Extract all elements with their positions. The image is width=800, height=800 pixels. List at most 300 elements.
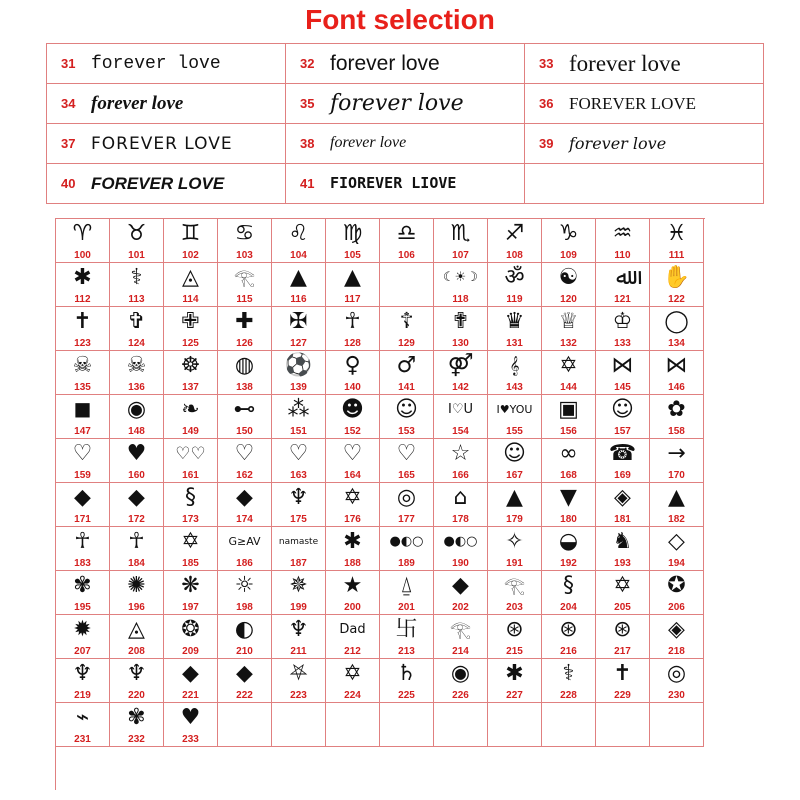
golden-ratio-icon: ◐: [234, 617, 255, 642]
symbol-number: 170: [668, 470, 685, 481]
symbol-cell-106[interactable]: [380, 219, 434, 263]
arrow-symbol-icon: ⌁: [75, 705, 90, 730]
male-female-icon: ⚤: [447, 353, 474, 378]
symbol-cell-164[interactable]: [326, 439, 380, 483]
symbol-number: 203: [506, 602, 523, 613]
symbol-cell-120[interactable]: [542, 263, 596, 307]
symbol-cell-142[interactable]: [434, 351, 488, 395]
symbol-number: 196: [128, 602, 145, 613]
font-option-35[interactable]: [286, 84, 525, 124]
symbol-cell-empty: [434, 703, 488, 747]
symbol-number: 186: [236, 558, 253, 569]
symbol-cell-183[interactable]: [56, 527, 110, 571]
symbol-cell-empty: [596, 703, 650, 747]
symbol-cell-110[interactable]: [596, 219, 650, 263]
font-sample: forever love: [330, 134, 407, 152]
symbol-number: 127: [290, 338, 307, 349]
flower-icon: ✿: [667, 397, 686, 422]
eye-horus-large-icon: 𓂀: [449, 620, 472, 640]
symbol-cell-151[interactable]: [272, 395, 326, 439]
symbol-cell-100[interactable]: [56, 219, 110, 263]
symbol-number: 167: [506, 470, 523, 481]
symbol-number: 101: [128, 250, 145, 261]
symbol-cell-233[interactable]: [164, 703, 218, 747]
font-number: 35: [300, 96, 315, 111]
yin-yang-icon: ☯: [558, 265, 579, 290]
symbol-cell-230[interactable]: [650, 659, 704, 703]
symbol-cell-208[interactable]: [110, 615, 164, 659]
symbol-cell-149[interactable]: [164, 395, 218, 439]
cross-outline-icon: ✞: [127, 309, 146, 334]
symbol-cell-102[interactable]: [164, 219, 218, 263]
basketball-icon: ◍: [234, 353, 255, 378]
symbol-number: 105: [344, 250, 361, 261]
sheikah-eye-icon: ⌂: [453, 485, 468, 510]
symbol-number: 166: [452, 470, 469, 481]
symbol-cell-126[interactable]: [218, 307, 272, 351]
orthodox-cross-icon: ☦: [399, 309, 414, 334]
symbol-cell-194[interactable]: [650, 527, 704, 571]
symbol-cell-108[interactable]: [488, 219, 542, 263]
symbol-cell-118[interactable]: [434, 263, 488, 307]
symbol-number: 197: [182, 602, 199, 613]
symbol-cell-109[interactable]: [542, 219, 596, 263]
symbol-cell-181[interactable]: [596, 483, 650, 527]
font-option-36[interactable]: [525, 84, 764, 124]
symbol-cell-182[interactable]: [650, 483, 704, 527]
symbol-cell-190[interactable]: [434, 527, 488, 571]
symbol-cell-154[interactable]: [434, 395, 488, 439]
symbol-number: 220: [128, 690, 145, 701]
paramedic-badge-icon: ✱: [505, 661, 524, 686]
symbol-cell-124[interactable]: [110, 307, 164, 351]
symbol-cell-168[interactable]: [542, 439, 596, 483]
symbol-number: 189: [398, 558, 415, 569]
symbol-number: 152: [344, 426, 361, 437]
symbol-cell-134[interactable]: [650, 307, 704, 351]
symbol-cell-174[interactable]: [218, 483, 272, 527]
dog-icon: ◼: [73, 397, 92, 422]
symbol-cell-225[interactable]: [380, 659, 434, 703]
paw-print-icon: ❧: [181, 397, 200, 422]
symbol-number: 158: [668, 426, 685, 437]
symbol-number: 128: [344, 338, 361, 349]
font-sample: forever love: [330, 51, 440, 75]
symbol-number: 106: [398, 250, 415, 261]
symbol-number: 232: [128, 734, 145, 745]
symbol-cell-160[interactable]: [110, 439, 164, 483]
symbol-cell-215[interactable]: [488, 615, 542, 659]
symbol-cell-159[interactable]: [56, 439, 110, 483]
font-option-40[interactable]: [47, 164, 286, 204]
symbol-cell-191[interactable]: [488, 527, 542, 571]
symbol-cell-195[interactable]: [56, 571, 110, 615]
symbol-cell-192[interactable]: [542, 527, 596, 571]
symbol-cell-211[interactable]: [272, 615, 326, 659]
symbol-number: 222: [236, 690, 253, 701]
symbol-cell-122[interactable]: [650, 263, 704, 307]
symbol-number: 178: [452, 514, 469, 525]
symbol-number: 183: [74, 558, 91, 569]
symbol-cell-218[interactable]: [650, 615, 704, 659]
valknut-icon: ▲: [290, 265, 307, 290]
symbol-number: 148: [128, 426, 145, 437]
symbol-cell-184[interactable]: [110, 527, 164, 571]
symbol-cell-216[interactable]: [542, 615, 596, 659]
symbol-cell-105[interactable]: [326, 219, 380, 263]
symbol-cell-199[interactable]: [272, 571, 326, 615]
infinity-icon: ∞: [559, 441, 578, 466]
symbol-cell-123[interactable]: [56, 307, 110, 351]
inverted-pentagram-icon: ⛧: [289, 661, 308, 686]
symbol-cell-217[interactable]: [596, 615, 650, 659]
sun-rays-icon: ✺: [127, 573, 146, 598]
symbol-cell-157[interactable]: [596, 395, 650, 439]
i-love-you-icon: I♥YOU: [496, 403, 533, 416]
symbol-number: 110: [614, 250, 631, 261]
symbol-cell-144[interactable]: [542, 351, 596, 395]
symbol-number: 200: [344, 602, 361, 613]
symbol-cell-139[interactable]: [272, 351, 326, 395]
symbol-number: 179: [506, 514, 523, 525]
symbol-cell-116[interactable]: [272, 263, 326, 307]
symbol-cell-115[interactable]: [218, 263, 272, 307]
symbol-cell-188[interactable]: [326, 527, 380, 571]
cannabis-leaf-icon: ✾: [73, 573, 92, 598]
starfleet-icon: ⍙: [399, 573, 414, 598]
font-row: [47, 84, 764, 124]
symbol-cell-136[interactable]: [110, 351, 164, 395]
font-sample: FOREVER LOVE: [91, 173, 225, 193]
symbol-number: 205: [614, 602, 631, 613]
circle-cross-icon: ✟: [451, 309, 470, 334]
aquarius-icon: ♒: [612, 221, 633, 246]
symbol-cell-165[interactable]: [380, 439, 434, 483]
symbol-cell-203[interactable]: [488, 571, 542, 615]
virgo-icon: ♍: [342, 221, 363, 246]
star-in-circle-icon: ✡: [343, 485, 362, 510]
symbol-cell-138[interactable]: [218, 351, 272, 395]
wreath-eagle-icon: ◉: [450, 661, 471, 686]
symbol-cell-141[interactable]: [380, 351, 434, 395]
symbol-cell-231[interactable]: [56, 703, 110, 747]
symbol-cell-111[interactable]: [650, 219, 704, 263]
symbol-cell-101[interactable]: [110, 219, 164, 263]
snowflake-icon: ❋: [181, 573, 200, 598]
symbol-cell-189[interactable]: [380, 527, 434, 571]
arrow-icon: →: [667, 441, 686, 466]
cross-icon: ✝: [73, 309, 92, 334]
eye-horus-small-icon: 𓂀: [503, 576, 526, 596]
sigil-seal-icon: ⊛: [505, 617, 524, 642]
symbol-cell-220[interactable]: [110, 659, 164, 703]
symbol-cell-132[interactable]: [542, 307, 596, 351]
male-icon: ♂: [396, 353, 417, 378]
symbol-number: 194: [668, 558, 685, 569]
symbol-cell-179[interactable]: [488, 483, 542, 527]
symbol-number: 198: [236, 602, 253, 613]
symbol-cell-176[interactable]: [326, 483, 380, 527]
symbol-cell-224[interactable]: [326, 659, 380, 703]
font-option-empty: [525, 164, 764, 204]
symbol-number: 190: [452, 558, 469, 569]
symbol-number: 145: [614, 382, 631, 393]
symbol-cell-226[interactable]: [434, 659, 488, 703]
symbol-number: 192: [560, 558, 577, 569]
symbol-cell-114[interactable]: [164, 263, 218, 307]
symbol-cell-152[interactable]: [326, 395, 380, 439]
hearts-arrow-icon: ♡: [288, 441, 309, 466]
symbol-cell-178[interactable]: [434, 483, 488, 527]
font-number: 31: [61, 56, 76, 71]
star-icon: ★: [342, 573, 363, 598]
symbol-cell-127[interactable]: [272, 307, 326, 351]
leo-icon: ♌: [288, 221, 309, 246]
symbol-cell-205[interactable]: [596, 571, 650, 615]
symbol-number: 150: [236, 426, 253, 437]
cross-plain-icon: ✚: [235, 309, 254, 334]
symbol-number: 103: [236, 250, 253, 261]
symbol-cell-117[interactable]: [326, 263, 380, 307]
symbol-number: 195: [74, 602, 91, 613]
hexagram-seal-icon: ✡: [343, 661, 362, 686]
symbol-cell-104[interactable]: [272, 219, 326, 263]
font-option-37[interactable]: [47, 124, 286, 164]
pisces-icon: ♓: [666, 221, 687, 246]
symbol-cell-209[interactable]: [164, 615, 218, 659]
symbol-cell-119[interactable]: [488, 263, 542, 307]
symbol-cell-196[interactable]: [110, 571, 164, 615]
symbol-number: 109: [560, 250, 577, 261]
symbol-cell-143[interactable]: [488, 351, 542, 395]
symbol-cell-113[interactable]: [110, 263, 164, 307]
leviathan-cross-small-icon: ♆: [126, 661, 147, 686]
symbol-number: 174: [236, 514, 253, 525]
symbol-cell-173[interactable]: [164, 483, 218, 527]
eye-pyramid-icon: ◬: [182, 265, 199, 290]
symbol-cell-empty: [650, 703, 704, 747]
symbol-cell-177[interactable]: [380, 483, 434, 527]
symbol-number: 123: [74, 338, 91, 349]
symbol-cell-169[interactable]: [596, 439, 650, 483]
symbol-number: 129: [398, 338, 415, 349]
symbol-cell-137[interactable]: [164, 351, 218, 395]
symbol-cell-140[interactable]: [326, 351, 380, 395]
font-option-32[interactable]: [286, 44, 525, 84]
symbol-cell-170[interactable]: [650, 439, 704, 483]
font-row: [47, 124, 764, 164]
symbol-cell-186[interactable]: [218, 527, 272, 571]
tree-of-life-icon: ✾: [127, 705, 146, 730]
symbol-cell-171[interactable]: [56, 483, 110, 527]
symbol-number: 219: [74, 690, 91, 701]
tiger-icon: ◆: [236, 485, 253, 510]
symbol-number: 151: [290, 426, 307, 437]
symbol-cell-200[interactable]: [326, 571, 380, 615]
symbol-cell-158[interactable]: [650, 395, 704, 439]
moon-phases-full-icon: ●◐○: [443, 534, 478, 549]
symbol-number: 212: [344, 646, 361, 657]
symbol-cell-172[interactable]: [110, 483, 164, 527]
symbol-number: 233: [182, 734, 199, 745]
symbol-cell-empty: [380, 263, 434, 307]
symbol-cell-133[interactable]: [596, 307, 650, 351]
font-option-39[interactable]: [525, 124, 764, 164]
two-hearts-icon: ♡♡: [175, 444, 206, 464]
symbol-cell-212[interactable]: [326, 615, 380, 659]
symbol-number: 143: [506, 382, 523, 393]
symbol-number: 147: [74, 426, 91, 437]
dragon-coil-icon: §: [563, 573, 574, 598]
symbol-cell-204[interactable]: [542, 571, 596, 615]
symbol-number: 144: [560, 382, 577, 393]
symbol-cell-193[interactable]: [596, 527, 650, 571]
symbol-cell-213[interactable]: [380, 615, 434, 659]
symbol-cell-210[interactable]: [218, 615, 272, 659]
symbol-number: 155: [506, 426, 523, 437]
font-number: 39: [539, 136, 554, 151]
symbol-cell-148[interactable]: [110, 395, 164, 439]
font-option-33[interactable]: [525, 44, 764, 84]
sun-eye-icon: ◒: [558, 529, 579, 554]
font-option-31[interactable]: [47, 44, 286, 84]
symbol-cell-232[interactable]: [110, 703, 164, 747]
symbol-cell-130[interactable]: [434, 307, 488, 351]
symbol-number: 229: [614, 690, 631, 701]
symbol-cell-187[interactable]: [272, 527, 326, 571]
symbol-cell-219[interactable]: [56, 659, 110, 703]
taurus-icon: ♉: [126, 221, 147, 246]
triskelion-icon: ◎: [396, 485, 417, 510]
font-option-34[interactable]: [47, 84, 286, 124]
crown-outline-icon: ♕: [558, 309, 579, 334]
symbol-number: 187: [290, 558, 307, 569]
symbol-cell-empty: [272, 703, 326, 747]
symbol-number: 157: [614, 426, 631, 437]
symbol-cell-145[interactable]: [596, 351, 650, 395]
symbol-cell-207[interactable]: [56, 615, 110, 659]
symbol-cell-162[interactable]: [218, 439, 272, 483]
crucifix-icon: ✝: [613, 661, 632, 686]
symbol-number: 104: [290, 250, 307, 261]
demon-figure-icon: ◆: [182, 661, 199, 686]
symbol-cell-221[interactable]: [164, 659, 218, 703]
symbol-cell-131[interactable]: [488, 307, 542, 351]
font-number: 36: [539, 96, 554, 111]
sigil-seal-two-icon: ⊛: [559, 617, 578, 642]
symbol-number: 133: [614, 338, 631, 349]
triple-moon-icon: ☾☀☽: [443, 270, 478, 285]
symbol-number: 171: [74, 514, 91, 525]
symbol-number: 204: [560, 602, 577, 613]
symbol-cell-227[interactable]: [488, 659, 542, 703]
font-option-41[interactable]: [286, 164, 525, 204]
om-icon: ॐ: [504, 265, 525, 290]
vegvisir-icon: ✹: [73, 617, 92, 642]
holding-hands-icon: ☺: [395, 397, 418, 422]
symbol-cell-197[interactable]: [164, 571, 218, 615]
font-option-38[interactable]: [286, 124, 525, 164]
symbol-number: 165: [398, 470, 415, 481]
symbol-number: 208: [128, 646, 145, 657]
symbol-number: 168: [560, 470, 577, 481]
symbol-cell-121[interactable]: [596, 263, 650, 307]
symbol-cell-161[interactable]: [164, 439, 218, 483]
symbol-cell-135[interactable]: [56, 351, 110, 395]
symbol-number: 131: [506, 338, 523, 349]
sri-yantra-icon: ✡: [613, 573, 632, 598]
symbol-cell-155[interactable]: [488, 395, 542, 439]
font-sample: forever love: [91, 53, 221, 74]
symbol-number: 175: [290, 514, 307, 525]
geometric-shape-icon: ◇: [668, 529, 685, 554]
symbol-cell-129[interactable]: [380, 307, 434, 351]
symbol-cell-166[interactable]: [434, 439, 488, 483]
symbol-number: 149: [182, 426, 199, 437]
symbol-cell-202[interactable]: [434, 571, 488, 615]
symbol-number: 176: [344, 514, 361, 525]
symbol-number: 177: [398, 514, 415, 525]
symbol-cell-167[interactable]: [488, 439, 542, 483]
symbol-number: 112: [74, 294, 91, 305]
symbol-cell-150[interactable]: [218, 395, 272, 439]
heart-outline-icon: ♡: [396, 441, 417, 466]
football-icon: ⚽: [284, 353, 313, 378]
symbol-cell-185[interactable]: [164, 527, 218, 571]
symbol-number: 108: [506, 250, 523, 261]
symbol-cell-empty: [380, 703, 434, 747]
symbol-cell-223[interactable]: [272, 659, 326, 703]
symbol-cell-103[interactable]: [218, 219, 272, 263]
sigil-seal-three-icon: ⊛: [613, 617, 632, 642]
symbol-cell-147[interactable]: [56, 395, 110, 439]
symbol-cell-175[interactable]: [272, 483, 326, 527]
hylian-crest-icon: ▼: [560, 485, 577, 510]
symbol-cell-214[interactable]: [434, 615, 488, 659]
symbol-number: 218: [668, 646, 685, 657]
sagittarius-icon: ♐: [504, 221, 525, 246]
symbol-number: 225: [398, 690, 415, 701]
symbol-cell-163[interactable]: [272, 439, 326, 483]
symbol-cell-128[interactable]: [326, 307, 380, 351]
symbol-cell-107[interactable]: [434, 219, 488, 263]
symbol-cell-201[interactable]: [380, 571, 434, 615]
symbol-cell-156[interactable]: [542, 395, 596, 439]
alchemical-sulfur-icon: ♆: [288, 617, 309, 642]
symbol-cell-112[interactable]: [56, 263, 110, 307]
symbol-cell-146[interactable]: [650, 351, 704, 395]
triforce-icon: ▲: [506, 485, 523, 510]
symbol-cell-125[interactable]: [164, 307, 218, 351]
capricorn-icon: ♑: [558, 221, 579, 246]
aries-icon: ♈: [72, 221, 93, 246]
symbol-cell-206[interactable]: [650, 571, 704, 615]
font-number: 38: [300, 135, 315, 151]
symbol-cell-222[interactable]: [218, 659, 272, 703]
symbol-cell-153[interactable]: [380, 395, 434, 439]
hexagram-circle-icon: ✡: [181, 529, 200, 554]
symbol-number: 159: [74, 470, 91, 481]
symbol-cell-229[interactable]: [596, 659, 650, 703]
symbol-cell-180[interactable]: [542, 483, 596, 527]
hylian-shield-icon: ◈: [614, 485, 631, 510]
symbol-number: 137: [182, 382, 199, 393]
symbol-cell-198[interactable]: [218, 571, 272, 615]
symbol-number: 221: [182, 690, 199, 701]
rod-of-asclepius-icon: ⚕: [562, 661, 575, 686]
smiley-icon: ☺: [503, 441, 526, 466]
symbol-cell-228[interactable]: [542, 659, 596, 703]
